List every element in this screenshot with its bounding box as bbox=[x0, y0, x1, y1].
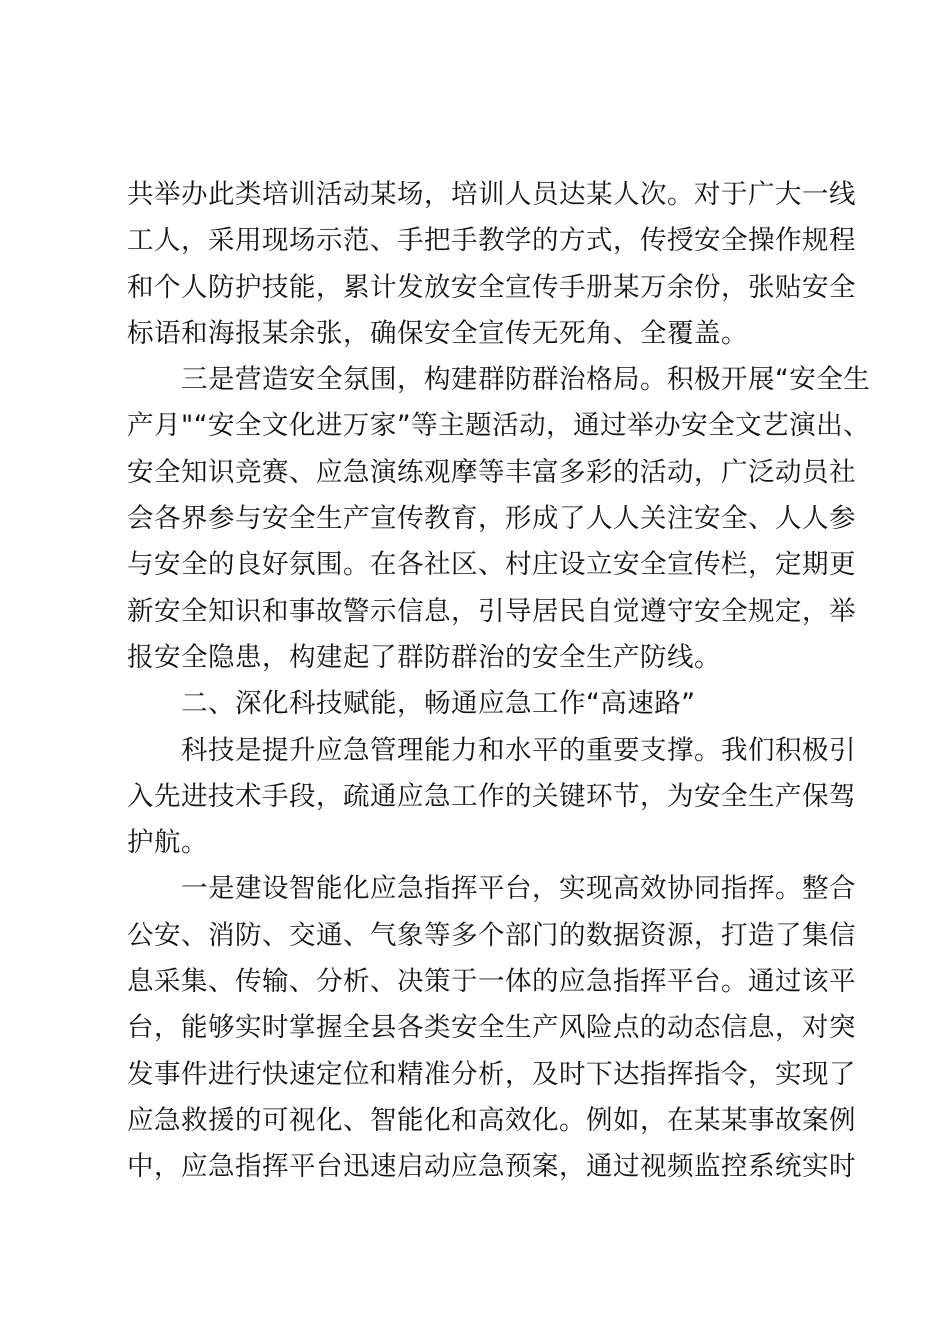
text-line: 新安全知识和事故警示信息，引导居民自觉遵守安全规定，举 bbox=[127, 595, 856, 627]
text-line: 入先进技术手段，疏通应急工作的关键环节，为安全生产保驾 bbox=[127, 780, 856, 812]
text-line: 与安全的良好氛围。在各社区、村庄设立安全宣传栏，定期更 bbox=[127, 549, 856, 581]
text-line: 发事件进行快速定位和精准分析，及时下达指挥指令，实现了 bbox=[127, 1058, 856, 1090]
text-line: 中，应急指挥平台迅速启动应急预案，通过视频监控系统实时 bbox=[127, 1151, 856, 1183]
text-line: 报安全隐患，构建起了群防群治的安全生产防线。 bbox=[127, 641, 721, 673]
text-line: 三是营造安全氛围，构建群防群治格局。积极开展“安全生 bbox=[127, 364, 871, 396]
text-line: 息采集、传输、分析、决策于一体的应急指挥平台。通过该平 bbox=[127, 966, 856, 998]
text-line: 台，能够实时掌握全县各类安全生产风险点的动态信息，对突 bbox=[127, 1012, 856, 1044]
text-line: 公安、消防、交通、气象等多个部门的数据资源，打造了集信 bbox=[127, 919, 856, 951]
text-line: 应急救援的可视化、智能化和高效化。例如，在某某事故案例 bbox=[127, 1104, 856, 1136]
text-line: 安全知识竞赛、应急演练观摩等丰富多彩的活动，广泛动员社 bbox=[127, 456, 856, 488]
text-line: 产月"“安全文化进万家”等主题活动，通过举办安全文艺演出、 bbox=[127, 410, 871, 442]
text-line: 会各界参与安全生产宣传教育，形成了人人关注安全、人人参 bbox=[127, 503, 856, 535]
text-line: 共举办此类培训活动某场，培训人员达某人次。对于广大一线 bbox=[127, 179, 856, 210]
text-line: 科技是提升应急管理能力和水平的重要支撑。我们积极引 bbox=[127, 734, 856, 766]
body-text bbox=[127, 172, 871, 1191]
text-line: 和个人防护技能，累计发放安全宣传手册某万余份，张贴安全 bbox=[127, 271, 856, 303]
text-line: 一是建设智能化应急指挥平台，实现高效协同指挥。整合 bbox=[127, 873, 856, 905]
text-line: 护航。 bbox=[127, 827, 208, 859]
text-line: 工人，采用现场示范、手把手教学的方式，传授安全操作规程 bbox=[127, 225, 856, 257]
text-line: 标语和海报某余张，确保安全宣传无死角、全覆盖。 bbox=[127, 317, 748, 349]
section-heading: 二、深化科技赋能，畅通应急工作“高速路” bbox=[127, 688, 696, 720]
